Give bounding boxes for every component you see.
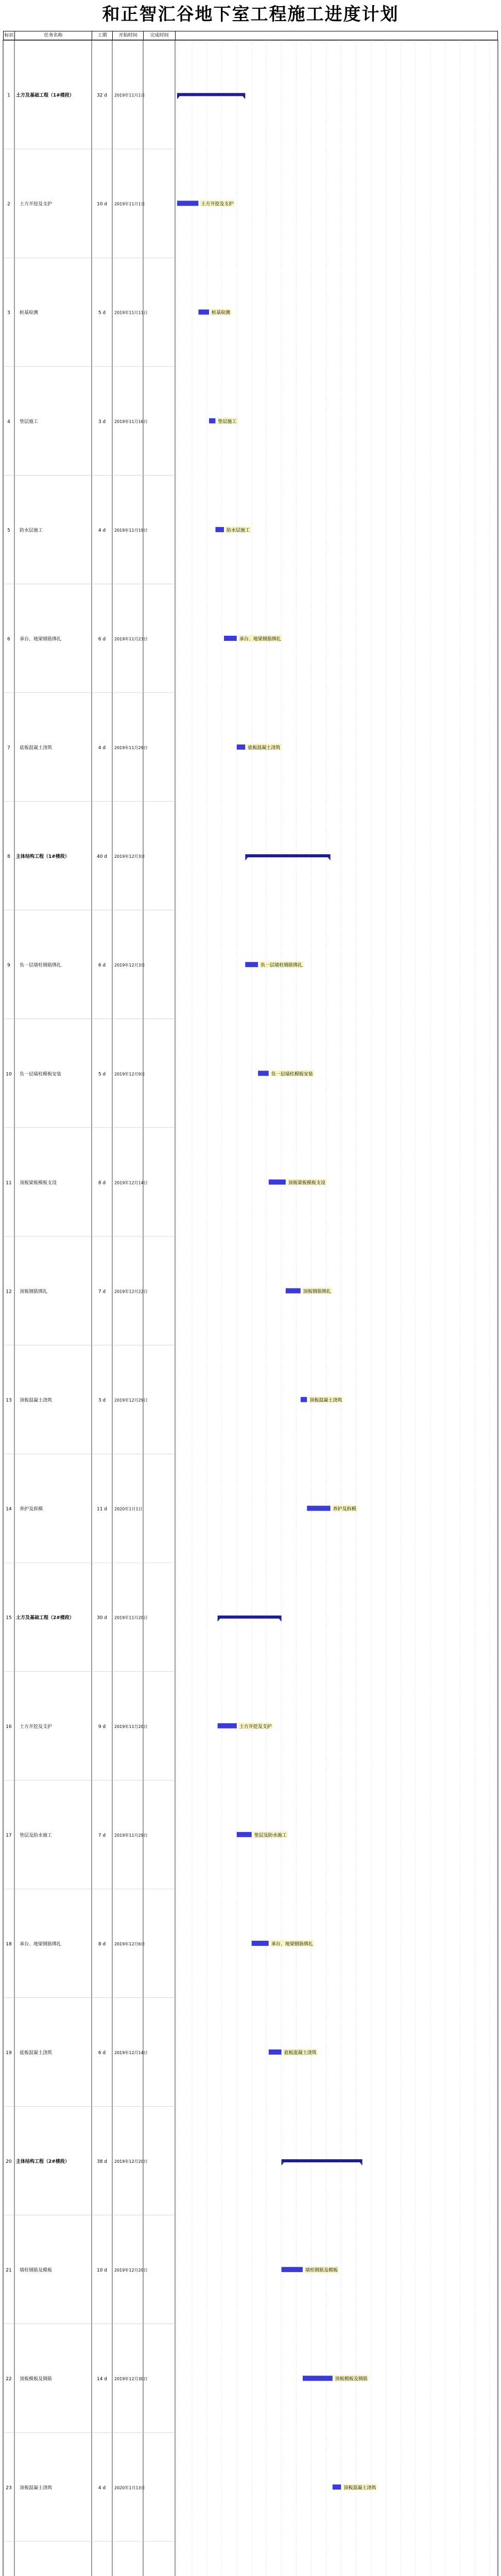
task-id: 8 [7,854,10,860]
task-bar [258,1071,269,1076]
bar-label: 底板混凝土浇筑 [284,2050,317,2056]
summary-bar [282,2159,362,2162]
task-name: 桩基检测 [20,310,39,316]
summary-bar-cap [282,2162,284,2165]
task-bar [333,2484,341,2489]
task-duration: 4 d [98,2485,106,2491]
task-name: 土方及基础工程（2#楼段） [16,1615,74,1621]
task-id: 5 [7,528,10,533]
task-duration: 30 d [96,1615,108,1621]
task-id: 21 [6,2268,12,2274]
task-id: 16 [6,1724,12,1730]
task-start: 2020年1月13日 [114,2485,145,2490]
task-name: 土方开挖及支护 [20,201,53,207]
task-id: 22 [6,2377,12,2382]
bar-label: 墙柱钢筋及模板 [305,2268,338,2274]
task-id: 23 [6,2485,12,2491]
task-start: 2019年12月20日 [114,2159,148,2164]
task-id: 9 [7,963,10,969]
task-bar [252,1941,269,1946]
task-id: 4 [7,419,10,425]
task-name: 养护及拆模 [20,1506,43,1512]
summary-bar [218,1616,282,1619]
task-duration: 8 d [98,1180,106,1186]
task-duration: 40 d [96,854,108,860]
bar-label: 土方开挖及支护 [239,1724,272,1730]
task-start: 2019年11月19日 [114,528,148,533]
task-name: 垫层施工 [20,419,39,425]
header-finish: 完成时间 [144,31,176,40]
task-id: 14 [6,1506,12,1512]
task-start: 2019年11月20日 [114,1615,148,1620]
task-id: 7 [7,745,10,751]
task-name: 墙柱钢筋及模板 [20,2268,53,2274]
task-bar [282,2267,303,2272]
task-name: 垫层及防水施工 [20,1833,53,1838]
task-bar [215,527,224,532]
header-duration: 工期 [92,31,113,40]
summary-bar-cap [328,857,331,860]
task-bar [245,962,258,967]
task-id: 12 [6,1289,12,1295]
task-duration: 4 d [98,528,106,533]
summary-bar-cap [177,96,180,99]
task-name: 负一层墙柱钢筋绑扎 [20,963,62,969]
task-name: 顶板梁板模板支设 [20,1180,57,1186]
task-start: 2019年12月22日 [114,1289,148,1294]
task-id: 15 [6,1615,12,1621]
bar-label: 顶板钢筋绑扎 [303,1289,331,1295]
task-bar [269,2049,282,2055]
task-name: 主体结构工程（2#楼段） [16,2159,70,2165]
summary-bar-cap [243,96,245,99]
task-id: 11 [6,1180,12,1186]
task-name: 主体结构工程（1#楼段） [16,854,70,860]
task-duration: 10 d [96,201,108,207]
page-title: 和正智汇谷地下室工程施工进度计划 [102,4,399,25]
task-name: 顶板混凝土浇筑 [20,2485,53,2491]
task-id: 1 [7,93,10,98]
task-start: 2019年11月16日 [114,419,148,424]
task-duration: 6 d [98,636,106,642]
bar-label: 顶板混凝土浇筑 [343,2485,376,2491]
task-start: 2019年11月29日 [114,745,148,751]
task-start: 2019年11月29日 [114,1833,148,1838]
task-bar [209,418,215,423]
task-id: 10 [6,1072,12,1077]
task-bar [307,1506,330,1511]
bar-label: 养护及拆模 [333,1506,356,1512]
task-start: 2019年12月29日 [114,1398,148,1403]
task-bar [198,310,209,315]
summary-bar [245,854,330,857]
task-id: 20 [6,2159,12,2165]
task-id: 2 [7,201,10,207]
task-id: 3 [7,310,10,316]
summary-bar-cap [279,1619,282,1622]
task-duration: 7 d [98,1833,106,1838]
task-start: 2019年12月14日 [114,1180,148,1185]
task-name: 土方开挖及支护 [20,1724,53,1730]
bar-label: 桩基检测 [212,310,231,316]
task-bar [286,1288,301,1293]
task-start: 2019年12月3日 [114,963,145,968]
task-id: 19 [6,2050,12,2056]
header-id: 标识 [4,31,15,40]
task-start: 2019年12月14日 [114,2050,148,2055]
task-duration: 38 d [96,2159,108,2165]
task-duration: 3 d [98,1398,106,1403]
task-bar [218,1723,237,1728]
summary-bar [177,93,245,96]
bar-label: 土方开挖及支护 [201,201,234,207]
task-duration: 7 d [98,1289,106,1295]
task-name: 底板混凝土浇筑 [20,745,53,751]
bar-label: 承台、地梁钢筋绑扎 [239,636,281,642]
summary-bar-cap [218,1619,220,1622]
task-id: 13 [6,1398,12,1403]
task-name: 防水层施工 [20,528,43,533]
task-duration: 5 d [98,310,106,316]
task-duration: 11 d [96,1506,108,1512]
bar-label: 顶板梁板模板支设 [288,1180,325,1186]
task-bar [301,1397,307,1402]
task-duration: 5 d [98,1072,106,1077]
task-id: 17 [6,1833,12,1838]
task-start: 2019年11月23日 [114,636,148,641]
summary-bar-cap [245,857,248,860]
header-task-name: 任务名称 [15,31,92,40]
task-bar [269,1179,286,1184]
task-start: 2019年11月11日 [114,310,148,315]
task-name: 顶板混凝土浇筑 [20,1398,53,1403]
task-start: 2019年12月9日 [114,1072,145,1077]
task-id: 18 [6,1941,12,1947]
bar-label: 负一层墙柱钢筋绑扎 [261,963,303,969]
bar-label: 顶板混凝土浇筑 [309,1398,342,1403]
task-start: 2019年12月3日 [114,854,145,859]
task-duration: 9 d [98,1724,106,1730]
task-start: 2019年12月20日 [114,2268,148,2273]
task-start: 2020年1月1日 [114,1506,143,1512]
task-start: 2019年11月1日 [114,93,145,98]
task-duration: 4 d [98,745,106,751]
task-name: 土方及基础工程（1#楼段） [16,93,74,98]
bar-label: 垫层及防水施工 [254,1833,287,1838]
task-name: 顶板模板及钢筋 [20,2377,53,2382]
bar-label: 顶板模板及钢筋 [335,2377,368,2382]
bar-label: 垫层施工 [218,419,237,425]
summary-bar-cap [360,2162,362,2165]
bar-label: 底板混凝土浇筑 [248,745,281,751]
task-name: 承台、地梁钢筋绑扎 [20,1941,62,1947]
task-duration: 32 d [96,93,108,98]
task-duration: 14 d [96,2377,108,2382]
task-name: 负一层墙柱模板安装 [20,1072,62,1077]
task-duration: 3 d [98,419,106,425]
bar-label: 防水层施工 [226,528,250,533]
task-duration: 6 d [98,963,106,969]
task-duration: 8 d [98,1941,106,1947]
task-duration: 10 d [96,2268,108,2274]
task-bar [177,201,198,206]
task-name: 承台、地梁钢筋绑扎 [20,636,62,642]
task-bar [237,744,246,750]
header-start: 开始时间 [113,31,144,40]
bar-label: 负一层墙柱模板安装 [271,1072,313,1077]
bar-label: 承台、地梁钢筋绑扎 [271,1941,313,1947]
task-name: 顶板钢筋绑扎 [20,1289,48,1295]
task-start: 2019年11月1日 [114,201,145,207]
task-name: 底板混凝土浇筑 [20,2050,53,2056]
task-duration: 6 d [98,2050,106,2056]
task-bar [237,1832,252,1837]
task-start: 2019年11月20日 [114,1724,148,1729]
task-start: 2019年12月30日 [114,2377,148,2382]
task-id: 6 [7,636,10,642]
task-bar [224,636,237,641]
task-start: 2019年12月6日 [114,1941,145,1946]
table-frame [3,40,498,2576]
task-bar [303,2376,333,2381]
